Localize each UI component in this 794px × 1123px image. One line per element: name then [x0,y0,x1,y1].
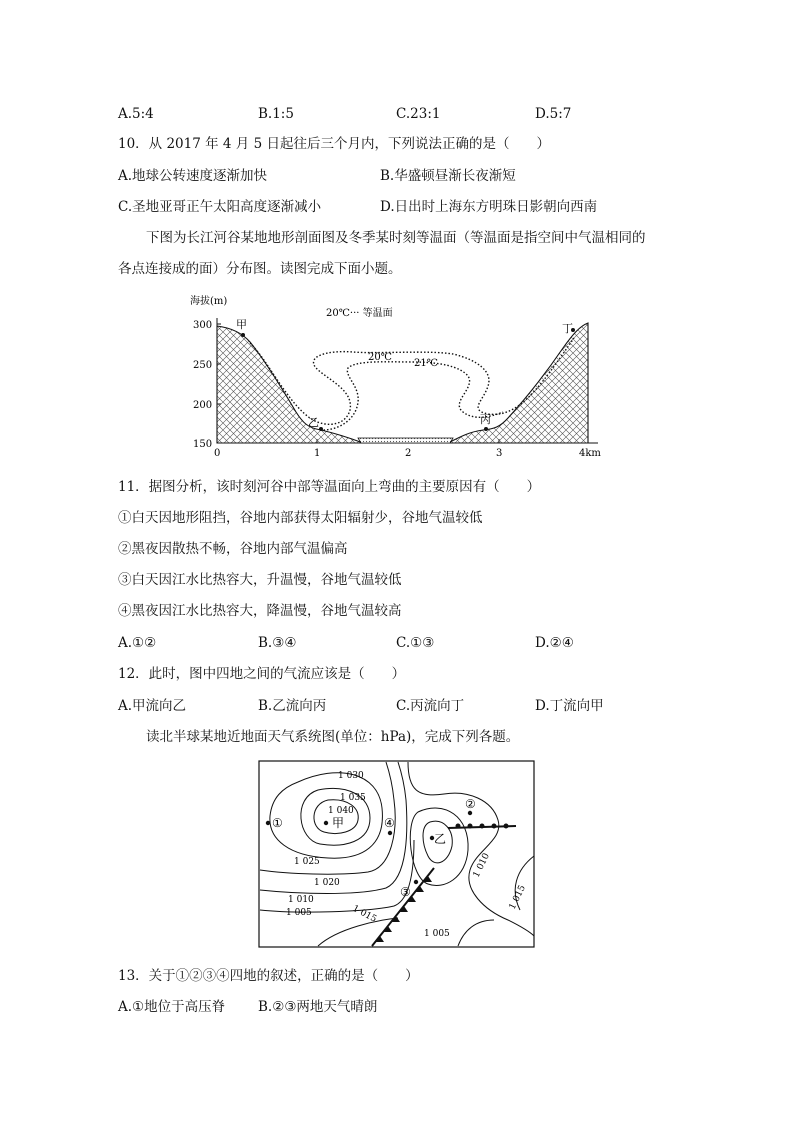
q11-item-1: ①白天因地形阻挡，谷地内部获得太阳辐射少，谷地气温较低 [118,510,483,526]
isobar-1005-left: 1 005 [286,908,312,918]
q10-option-b: B.华盛顿昼渐长夜渐短 [380,168,516,184]
q10-option-a: A.地球公转速度逐渐加快 [118,168,268,184]
q10-option-c: C.圣地亚哥正午太阳高度逐渐减小 [118,199,322,215]
isobar-1030: 1 030 [338,771,364,781]
y-tick-300: 300 [193,320,213,331]
weather-system-figure [258,760,536,950]
legend-isotherm: 20℃··· 等温面 [326,308,393,319]
isobar-1010-left: 1 010 [288,895,314,905]
isobar-1015-left: 1 015 [350,903,379,925]
q11-option-b: B.③④ [258,635,297,651]
intro1-line1: 下图为长江河谷某地地形剖面图及冬季某时刻等温面（等温面是指空间中气温相同的 [146,230,646,246]
label-yi-low: 乙 [434,832,447,846]
label-point-1: ① [272,816,283,830]
q11-item-4: ④黑夜因江水比热容大，降温慢，谷地气温较高 [118,603,402,619]
isobar-1005-bottom: 1 005 [424,929,450,939]
x-tick-4km: 4km [579,448,601,459]
label-point-4: ④ [384,816,395,830]
q12-option-b: B.乙流向丙 [258,698,327,714]
isobar-1035: 1 035 [340,793,366,803]
q12-option-c: C.丙流向丁 [396,698,465,714]
isobar-1010-right: 1 010 [471,851,492,880]
valley-profile-figure [188,290,608,462]
isobar-1020: 1 020 [314,878,340,888]
q13-option-a: A.①地位于高压脊 [118,999,226,1015]
x-tick-1: 1 [314,448,321,459]
y-axis-title: 海拔(m) [190,296,228,307]
q9-option-c: C.23:1 [396,106,441,122]
y-tick-150: 150 [193,439,213,450]
label-ding: 丁 [562,322,573,335]
q10-stem: 10．从 2017 年 4 月 5 日起往后三个月内，下列说法正确的是（ ） [118,136,550,152]
x-tick-2: 2 [405,448,412,459]
q9-option-b: B.1:5 [258,106,294,122]
q11-option-c: C.①③ [396,635,435,651]
label-21c: 21℃ [414,358,438,369]
q11-stem: 11．据图分析，该时刻河谷中部等温面向上弯曲的主要原因有（ ） [118,479,541,495]
q11-item-3: ③白天因江水比热容大，升温慢，谷地气温较低 [118,572,402,588]
label-yi: 乙 [308,416,319,429]
label-point-2: ② [465,797,476,811]
y-tick-250: 250 [193,360,213,371]
q11-option-a: A.①② [118,635,157,651]
q11-item-2: ②黑夜因散热不畅，谷地内部气温偏高 [118,541,348,557]
q13-stem: 13．关于①②③④四地的叙述，正确的是（ ） [118,968,419,984]
q12-stem: 12．此时，图中四地之间的气流应该是（ ） [118,666,406,682]
isobar-1040: 1 040 [328,806,354,816]
intro1-line2: 各点连接成的面）分布图。读图完成下面小题。 [118,261,402,277]
q9-option-d: D.5:7 [535,106,572,122]
x-tick-3: 3 [496,448,503,459]
label-jia: 甲 [236,318,247,331]
label-20c: 20℃ [368,352,392,363]
intro2-line1: 读北半球某地近地面天气系统图(单位：hPa)，完成下列各题。 [146,729,520,745]
isobar-1025: 1 025 [294,857,320,867]
label-point-3: ③ [400,885,411,899]
q12-option-a: A.甲流向乙 [118,698,187,714]
x-tick-0: 0 [214,448,221,459]
y-tick-200: 200 [193,400,213,411]
label-bing: 丙 [480,413,491,426]
q13-option-b: B.②③两地天气晴朗 [258,999,378,1015]
label-jia-high: 甲 [332,816,345,830]
q12-option-d: D.丁流向甲 [535,698,604,714]
q11-option-d: D.②④ [535,635,574,651]
q9-option-a: A.5:4 [118,106,154,122]
isobar-1015-right: 1 015 [507,883,528,912]
q10-option-d: D.日出时上海东方明珠日影朝向西南 [380,199,598,215]
